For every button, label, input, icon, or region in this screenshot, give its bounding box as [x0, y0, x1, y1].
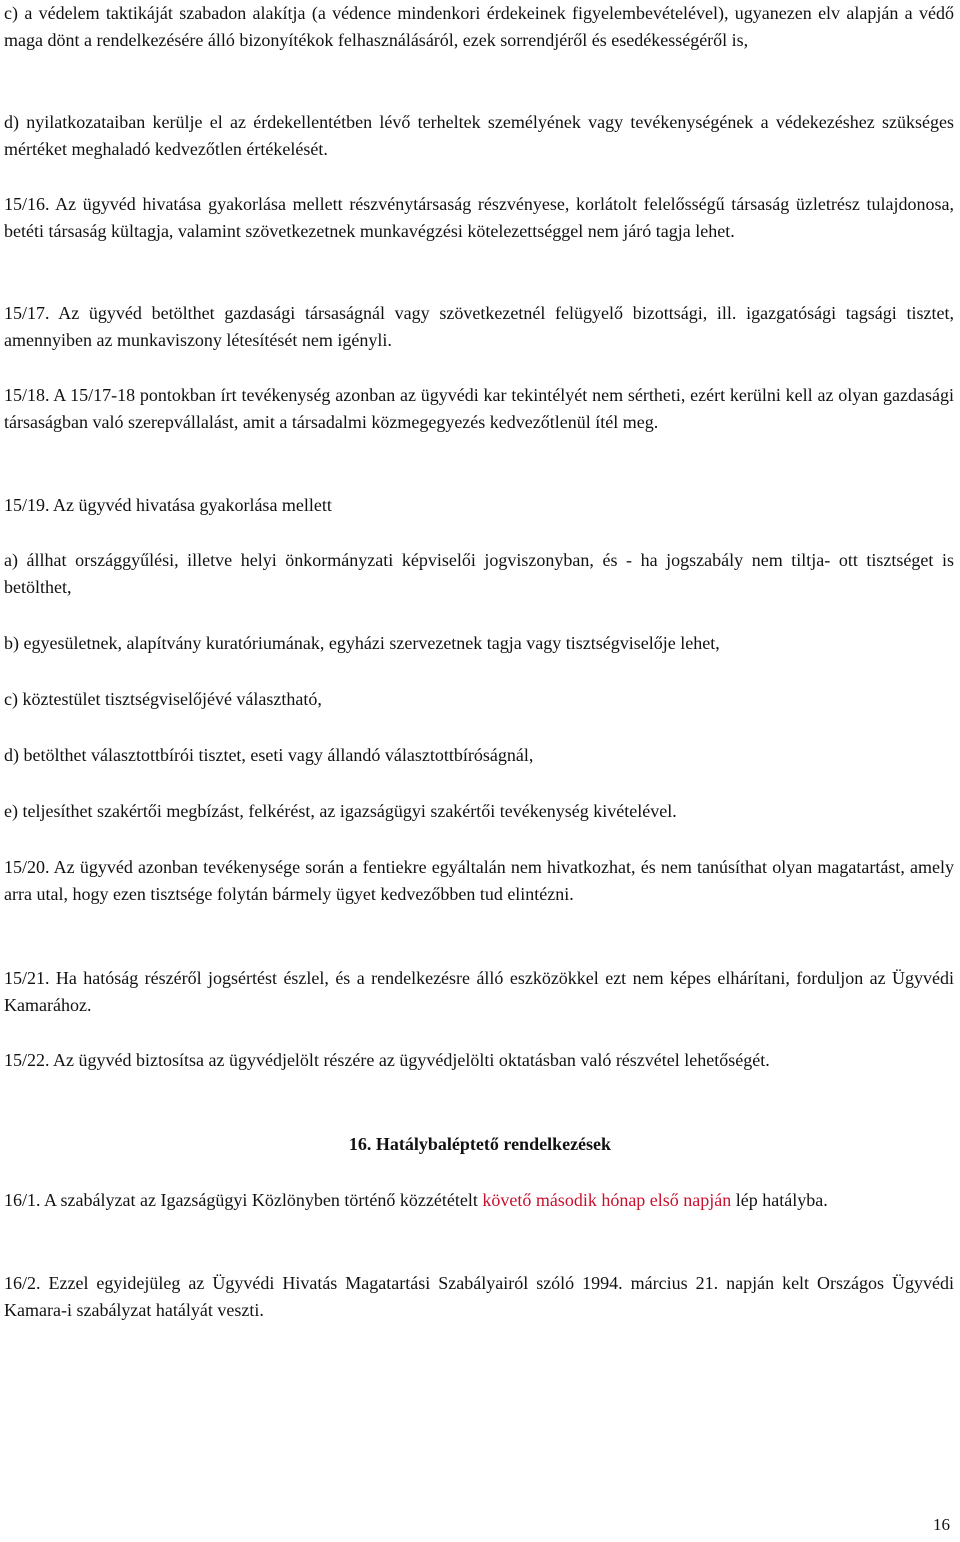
- paragraph-15-17: 15/17. Az ügyvéd betölthet gazdasági társaságnál vagy szövetkezetnél felügyelő bizottsági, ill. igazgatósági tagsági tisztet, amennyiben az munkaviszony létesítését nem igényli.: [4, 303, 954, 351]
- paragraph-d-statements: d) nyilatkozataiban kerülje el az érdekellentétben lévő terheltek személyének vagy tevékenységének a védekezéshez szükséges mértéket meghaladó kedvezőtlen értékelését.: [4, 112, 954, 160]
- paragraph-15-22: 15/22. Az ügyvéd biztosítsa az ügyvédjelölt részére az ügyvédjelölti oktatásban való részvétel lehetőségét.: [4, 1050, 770, 1070]
- list-item-a: a) állhat országgyűlési, illetve helyi önkormányzati képviselői jogviszonyban, és - ha jogszabály nem tiltja- ott tisztséget is betölthet,: [4, 550, 954, 598]
- paragraph-15-16: 15/16. Az ügyvéd hivatása gyakorlása mellett részvénytársaság részvényese, korlátolt felelősségű társaság üzletrész tulajdonosa, betéti társaság kültagja, valamint szövetkezetnek munkavégzési kötelezettséggel nem járó tagja lehet.: [4, 194, 954, 242]
- paragraph-16-2: 16/2. Ezzel egyidejüleg az Ügyvédi Hivatás Magatartási Szabályairól szóló 1994. március 21. napján kelt Országos Ügyvédi Kamara-i szabályzat hatályát veszti.: [4, 1273, 954, 1321]
- paragraph-15-18: 15/18. A 15/17-18 pontokban írt tevékenység azonban az ügyvédi kar tekintélyét nem sértheti, ezért kerülni kell az olyan gazdasági társaságban való szerepvállalást, amit a társadalmi közmegegyezés kedvezőtlenül ítél meg.: [4, 385, 954, 433]
- paragraph-15-21: 15/21. Ha hatóság részéről jogsértést észlel, és a rendelkezésre álló eszközökkel ezt nem képes elhárítani, forduljon az Ügyvédi Kamarához.: [4, 968, 954, 1016]
- paragraph-16-1: [4, 1187, 954, 1214]
- page-number: 16: [933, 1515, 950, 1534]
- paragraph-16-1-red-text: követő második hónap első napján: [482, 1190, 732, 1210]
- list-item-e: e) teljesíthet szakértői megbízást, felkérést, az igazságügyi szakértői tevékenység kivételével.: [4, 801, 677, 821]
- paragraph-15-20: 15/20. Az ügyvéd azonban tevékenysége során a fentiekre egyáltalán nem hivatkozhat, és nem tanúsíthat olyan magatartást, amely arra utal, hogy ezen tisztsége folytán bármely ügyet kedvezőbben tud elintézni.: [4, 857, 954, 905]
- list-item-b: b) egyesületnek, alapítvány kuratóriumának, egyházi szervezetnek tagja vagy tisztségviselője lehet,: [4, 633, 720, 653]
- paragraph-15-19: 15/19. Az ügyvéd hivatása gyakorlása mellett: [4, 495, 332, 515]
- section-heading: 16. Hatálybaléptető rendelkezések: [348, 1134, 612, 1154]
- list-item-c: c) köztestület tisztségviselőjévé választható,: [4, 689, 322, 709]
- paragraph-16-1-text-end: lép hatályba.: [731, 1190, 828, 1210]
- list-item-d: d) betölthet választottbírói tisztet, eseti vagy állandó választottbíróságnál,: [4, 745, 534, 765]
- paragraph-16-1-text-start: 16/1. A szabályzat az Igazságügyi Közlönyben történő közzétételt: [4, 1190, 483, 1210]
- paragraph-c-defense-tactics: c) a védelem taktikáját szabadon alakítja (a védence mindenkori érdekeinek figyelembevételével), ugyanezen elv alapján a védő maga dönt a rendelkezésére álló bizonyítékok felhasználásáról, ezek sorrendjéről és esedékességéről is,: [4, 3, 954, 51]
